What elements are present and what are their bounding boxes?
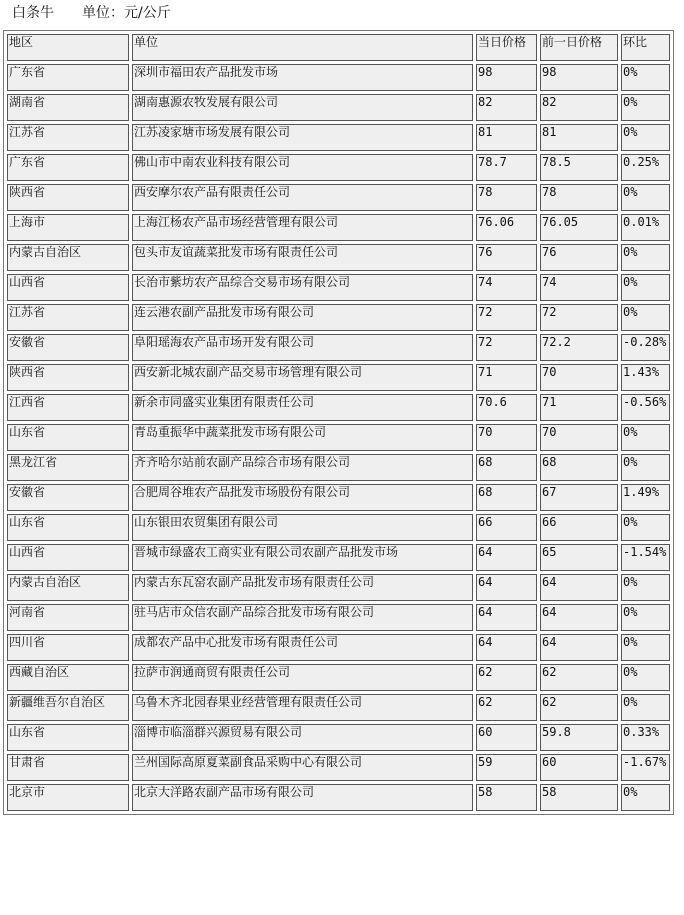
- cell-prev-price: 67: [540, 484, 618, 511]
- cell-region: 黑龙江省: [7, 454, 129, 481]
- table-row: [7, 604, 670, 631]
- cell-today-price: 82: [476, 94, 537, 121]
- table-caption: [0, 0, 684, 26]
- cell-unit: 兰州国际高原夏菜副食品采购中心有限公司: [132, 754, 473, 781]
- cell-today-price: 64: [476, 634, 537, 661]
- cell-prev-price: 68: [540, 454, 618, 481]
- cell-region: 上海市: [7, 214, 129, 241]
- cell-unit: 成都农产品中心批发市场有限责任公司: [132, 634, 473, 661]
- cell-region: 江苏省: [7, 304, 129, 331]
- cell-prev-price: 72.2: [540, 334, 618, 361]
- table-row: [7, 184, 670, 211]
- cell-today-price: 72: [476, 334, 537, 361]
- cell-unit: 西安摩尔农产品有限责任公司: [132, 184, 473, 211]
- cell-today-price: 62: [476, 694, 537, 721]
- table-row: [7, 244, 670, 271]
- cell-change: 0%: [621, 184, 670, 211]
- cell-change: -0.28%: [621, 334, 670, 361]
- table-row: [7, 304, 670, 331]
- table-row: [7, 694, 670, 721]
- cell-today-price: 70: [476, 424, 537, 451]
- cell-region: 陕西省: [7, 364, 129, 391]
- cell-today-price: 59: [476, 754, 537, 781]
- cell-prev-price: 60: [540, 754, 618, 781]
- cell-change: 0%: [621, 304, 670, 331]
- cell-region: 西藏自治区: [7, 664, 129, 691]
- cell-unit: 合肥周谷堆农产品批发市场股份有限公司: [132, 484, 473, 511]
- cell-region: 甘肃省: [7, 754, 129, 781]
- table-row: [7, 544, 670, 571]
- cell-unit: 晋城市绿盛农工商实业有限公司农副产品批发市场: [132, 544, 473, 571]
- price-table: [3, 30, 674, 815]
- cell-today-price: 78: [476, 184, 537, 211]
- cell-today-price: 98: [476, 64, 537, 91]
- cell-change: 0%: [621, 664, 670, 691]
- table-row: [7, 634, 670, 661]
- cell-unit: 深圳市福田农产品批发市场: [132, 64, 473, 91]
- cell-prev-price: 76.05: [540, 214, 618, 241]
- cell-change: 0%: [621, 574, 670, 601]
- cell-prev-price: 82: [540, 94, 618, 121]
- table-row: [7, 664, 670, 691]
- table-row: [7, 64, 670, 91]
- cell-today-price: 76.06: [476, 214, 537, 241]
- cell-unit: 上海江杨农产品市场经营管理有限公司: [132, 214, 473, 241]
- cell-unit: 江苏凌家塘市场发展有限公司: [132, 124, 473, 151]
- cell-region: 新疆维吾尔自治区: [7, 694, 129, 721]
- cell-today-price: 62: [476, 664, 537, 691]
- cell-change: -1.67%: [621, 754, 670, 781]
- cell-region: 安徽省: [7, 484, 129, 511]
- cell-change: 0%: [621, 244, 670, 271]
- cell-prev-price: 76: [540, 244, 618, 271]
- cell-change: 1.43%: [621, 364, 670, 391]
- cell-prev-price: 98: [540, 64, 618, 91]
- cell-region: 山东省: [7, 724, 129, 751]
- cell-today-price: 68: [476, 484, 537, 511]
- cell-unit: 阜阳瑶海农产品市场开发有限公司: [132, 334, 473, 361]
- cell-change: -1.54%: [621, 544, 670, 571]
- cell-region: 陕西省: [7, 184, 129, 211]
- cell-region: 广东省: [7, 64, 129, 91]
- cell-prev-price: 59.8: [540, 724, 618, 751]
- cell-unit: 内蒙古东瓦窑农副产品批发市场有限责任公司: [132, 574, 473, 601]
- cell-today-price: 70.6: [476, 394, 537, 421]
- cell-change: 0.01%: [621, 214, 670, 241]
- cell-today-price: 66: [476, 514, 537, 541]
- cell-change: 1.49%: [621, 484, 670, 511]
- table-row: [7, 214, 670, 241]
- cell-region: 河南省: [7, 604, 129, 631]
- cell-region: 山西省: [7, 544, 129, 571]
- cell-change: 0%: [621, 64, 670, 91]
- cell-today-price: 81: [476, 124, 537, 151]
- cell-prev-price: 66: [540, 514, 618, 541]
- cell-change: 0%: [621, 424, 670, 451]
- cell-prev-price: 64: [540, 574, 618, 601]
- cell-change: 0%: [621, 784, 670, 811]
- table-row: [7, 514, 670, 541]
- table-row: [7, 94, 670, 121]
- cell-change: 0%: [621, 514, 670, 541]
- cell-today-price: 58: [476, 784, 537, 811]
- cell-unit: 湖南惠源农牧发展有限公司: [132, 94, 473, 121]
- cell-unit: 佛山市中南农业科技有限公司: [132, 154, 473, 181]
- cell-prev-price: 74: [540, 274, 618, 301]
- table-row: [7, 754, 670, 781]
- cell-region: 山西省: [7, 274, 129, 301]
- cell-prev-price: 78: [540, 184, 618, 211]
- cell-change: 0%: [621, 454, 670, 481]
- table-row: [7, 334, 670, 361]
- table-row: [7, 574, 670, 601]
- cell-region: 山东省: [7, 424, 129, 451]
- cell-prev-price: 81: [540, 124, 618, 151]
- cell-unit: 连云港农副产品批发市场有限公司: [132, 304, 473, 331]
- header-row: [7, 34, 670, 61]
- cell-unit: 淄博市临淄群兴源贸易有限公司: [132, 724, 473, 751]
- cell-unit: 北京大洋路农副产品市场有限公司: [132, 784, 473, 811]
- table-row: [7, 124, 670, 151]
- cell-today-price: 64: [476, 544, 537, 571]
- cell-today-price: 60: [476, 724, 537, 751]
- cell-unit: 乌鲁木齐北园春果业经营管理有限责任公司: [132, 694, 473, 721]
- cell-prev-price: 72: [540, 304, 618, 331]
- table-row: [7, 274, 670, 301]
- table-row: [7, 424, 670, 451]
- cell-region: 湖南省: [7, 94, 129, 121]
- cell-change: 0%: [621, 694, 670, 721]
- cell-today-price: 64: [476, 604, 537, 631]
- cell-unit: 齐齐哈尔站前农副产品综合市场有限公司: [132, 454, 473, 481]
- cell-unit: 西安新北城农副产品交易市场管理有限公司: [132, 364, 473, 391]
- cell-region: 安徽省: [7, 334, 129, 361]
- cell-prev-price: 62: [540, 664, 618, 691]
- cell-unit: 长治市紫坊农产品综合交易市场有限公司: [132, 274, 473, 301]
- cell-unit: 青岛重振华中蔬菜批发市场有限公司: [132, 424, 473, 451]
- cell-today-price: 64: [476, 574, 537, 601]
- table-body: [7, 34, 670, 811]
- cell-region: 江西省: [7, 394, 129, 421]
- cell-unit: 驻马店市众信农副产品综合批发市场有限公司: [132, 604, 473, 631]
- cell-unit: 包头市友谊蔬菜批发市场有限责任公司: [132, 244, 473, 271]
- cell-today-price: 71: [476, 364, 537, 391]
- header-region: 地区: [7, 34, 129, 61]
- cell-today-price: 68: [476, 454, 537, 481]
- cell-change: 0%: [621, 94, 670, 121]
- table-row: [7, 154, 670, 181]
- table-row: [7, 784, 670, 811]
- cell-change: 0%: [621, 274, 670, 301]
- cell-prev-price: 65: [540, 544, 618, 571]
- table-row: [7, 454, 670, 481]
- cell-region: 四川省: [7, 634, 129, 661]
- header-today-price: 当日价格: [476, 34, 537, 61]
- cell-today-price: 78.7: [476, 154, 537, 181]
- cell-change: 0.25%: [621, 154, 670, 181]
- table-row: [7, 394, 670, 421]
- cell-prev-price: 64: [540, 604, 618, 631]
- cell-region: 广东省: [7, 154, 129, 181]
- cell-today-price: 74: [476, 274, 537, 301]
- cell-today-price: 72: [476, 304, 537, 331]
- cell-prev-price: 58: [540, 784, 618, 811]
- cell-region: 江苏省: [7, 124, 129, 151]
- cell-unit: 新余市同盛实业集团有限责任公司: [132, 394, 473, 421]
- product-name: 白条牛: [12, 5, 54, 21]
- cell-prev-price: 64: [540, 634, 618, 661]
- table-row: [7, 724, 670, 751]
- cell-region: 北京市: [7, 784, 129, 811]
- cell-prev-price: 70: [540, 424, 618, 451]
- cell-change: -0.56%: [621, 394, 670, 421]
- cell-prev-price: 62: [540, 694, 618, 721]
- cell-prev-price: 78.5: [540, 154, 618, 181]
- cell-unit: 山东银田农贸集团有限公司: [132, 514, 473, 541]
- cell-today-price: 76: [476, 244, 537, 271]
- cell-change: 0%: [621, 604, 670, 631]
- header-unit: 单位: [132, 34, 473, 61]
- cell-prev-price: 70: [540, 364, 618, 391]
- cell-change: 0%: [621, 634, 670, 661]
- cell-prev-price: 71: [540, 394, 618, 421]
- cell-change: 0.33%: [621, 724, 670, 751]
- cell-region: 内蒙古自治区: [7, 244, 129, 271]
- table-row: [7, 484, 670, 511]
- cell-region: 内蒙古自治区: [7, 574, 129, 601]
- price-unit: 单位：元/公斤: [82, 5, 171, 21]
- cell-change: 0%: [621, 124, 670, 151]
- header-prev-price: 前一日价格: [540, 34, 618, 61]
- cell-region: 山东省: [7, 514, 129, 541]
- table-row: [7, 364, 670, 391]
- cell-unit: 拉萨市润通商贸有限责任公司: [132, 664, 473, 691]
- header-change: 环比: [621, 34, 670, 61]
